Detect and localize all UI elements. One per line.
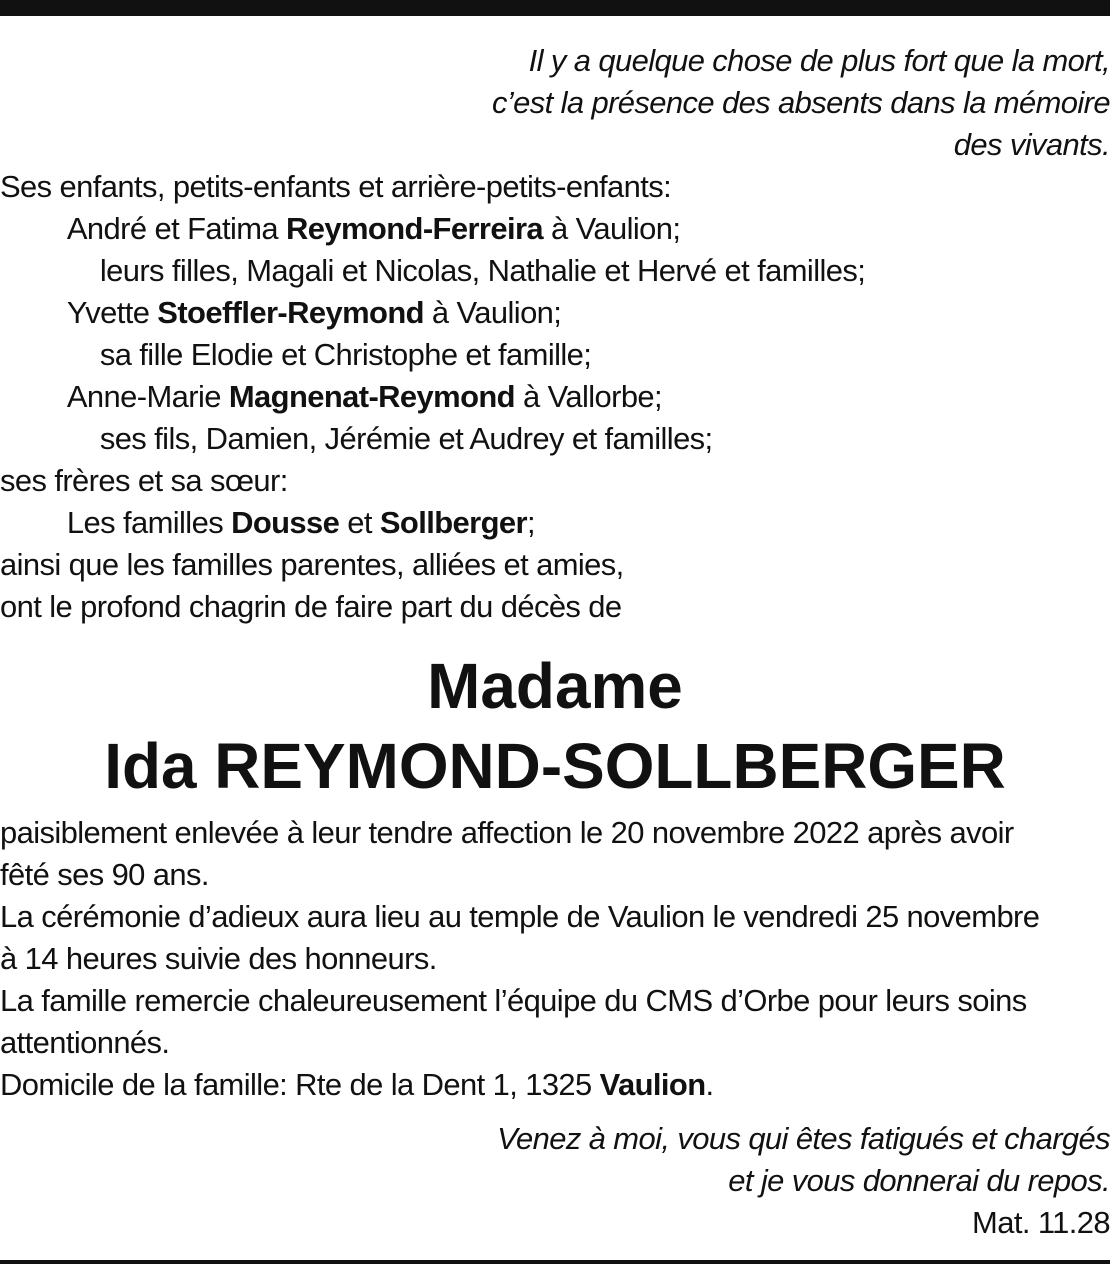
siblings-line <box>0 502 1108 544</box>
other-families: ainsi que les familles parentes, alliées et amies, <box>0 547 624 582</box>
child-1-place: à Vaulion; <box>543 211 681 246</box>
siblings-post: ; <box>526 505 535 540</box>
epigraph-line-3: des vivants. <box>953 127 1110 162</box>
closing-quote-line-2: et je vous donnerai du repos. <box>728 1163 1110 1198</box>
siblings-name-2: Sollberger <box>379 505 527 540</box>
child-3-surname: Magnenat-Reymond <box>228 379 515 414</box>
body-line-3: La cérémonie d’adieux aura lieu au temple de Vaulion le vendredi 25 novembre <box>0 899 1040 934</box>
child-2-first-names: Yvette <box>66 295 158 330</box>
domicile-place: Vaulion <box>599 1067 706 1102</box>
bottom-rule <box>0 1260 1110 1264</box>
domicile-period: . <box>705 1067 714 1102</box>
epigraph-line-2: c’est la présence des absents dans la mémoire <box>491 85 1110 120</box>
child-2-place: à Vaulion; <box>423 295 562 330</box>
child-2-descendants: sa fille Elodie et Christophe et famille; <box>99 337 592 372</box>
scripture-reference: Mat. 11.28 <box>972 1205 1110 1240</box>
deceased-title: Madame <box>427 650 683 722</box>
child-3 <box>0 376 1108 418</box>
body-line-1: paisiblement enlevée à leur tendre affection le 20 novembre 2022 après avoir <box>0 815 1014 850</box>
siblings-intro: ses frères et sa sœur: <box>0 463 288 498</box>
closing-quote-line-1: Venez à moi, vous qui êtes fatigués et chargés <box>497 1121 1110 1156</box>
announcement: ont le profond chagrin de faire part du décès de <box>0 589 622 624</box>
child-3-descendants: ses fils, Damien, Jérémie et Audrey et familles; <box>99 421 713 456</box>
domicile-line <box>0 1064 1108 1106</box>
body-line-5: La famille remercie chaleureusement l’équipe du CMS d’Orbe pour leurs soins <box>0 983 1027 1018</box>
epigraph-line-1: Il y a quelque chose de plus fort que la mort, <box>528 43 1110 78</box>
child-1-surname: Reymond-Ferreira <box>286 211 544 246</box>
body-line-4: à 14 heures suivie des honneurs. <box>0 941 437 976</box>
body-line-2: fêté ses 90 ans. <box>0 857 209 892</box>
child-3-first-names: Anne-Marie <box>66 379 229 414</box>
siblings-pre: Les familles <box>66 505 232 540</box>
child-1-first-names: André et Fatima <box>66 211 287 246</box>
siblings-name-1: Dousse <box>231 505 340 540</box>
child-1 <box>0 208 1108 250</box>
domicile-address: Domicile de la famille: Rte de la Dent 1, 1325 <box>0 1067 600 1102</box>
child-2-surname: Stoeffler-Reymond <box>157 295 424 330</box>
top-rule <box>0 0 1110 16</box>
child-2 <box>0 292 1108 334</box>
body-line-6: attentionnés. <box>0 1025 170 1060</box>
child-1-descendants: leurs filles, Magali et Nicolas, Nathalie et Hervé et familles; <box>99 253 866 288</box>
family-intro: Ses enfants, petits-enfants et arrière-petits-enfants: <box>0 169 672 204</box>
deceased-name: Ida REYMOND-SOLLBERGER <box>104 730 1006 802</box>
child-3-place: à Vallorbe; <box>514 379 663 414</box>
siblings-mid: et <box>339 505 380 540</box>
